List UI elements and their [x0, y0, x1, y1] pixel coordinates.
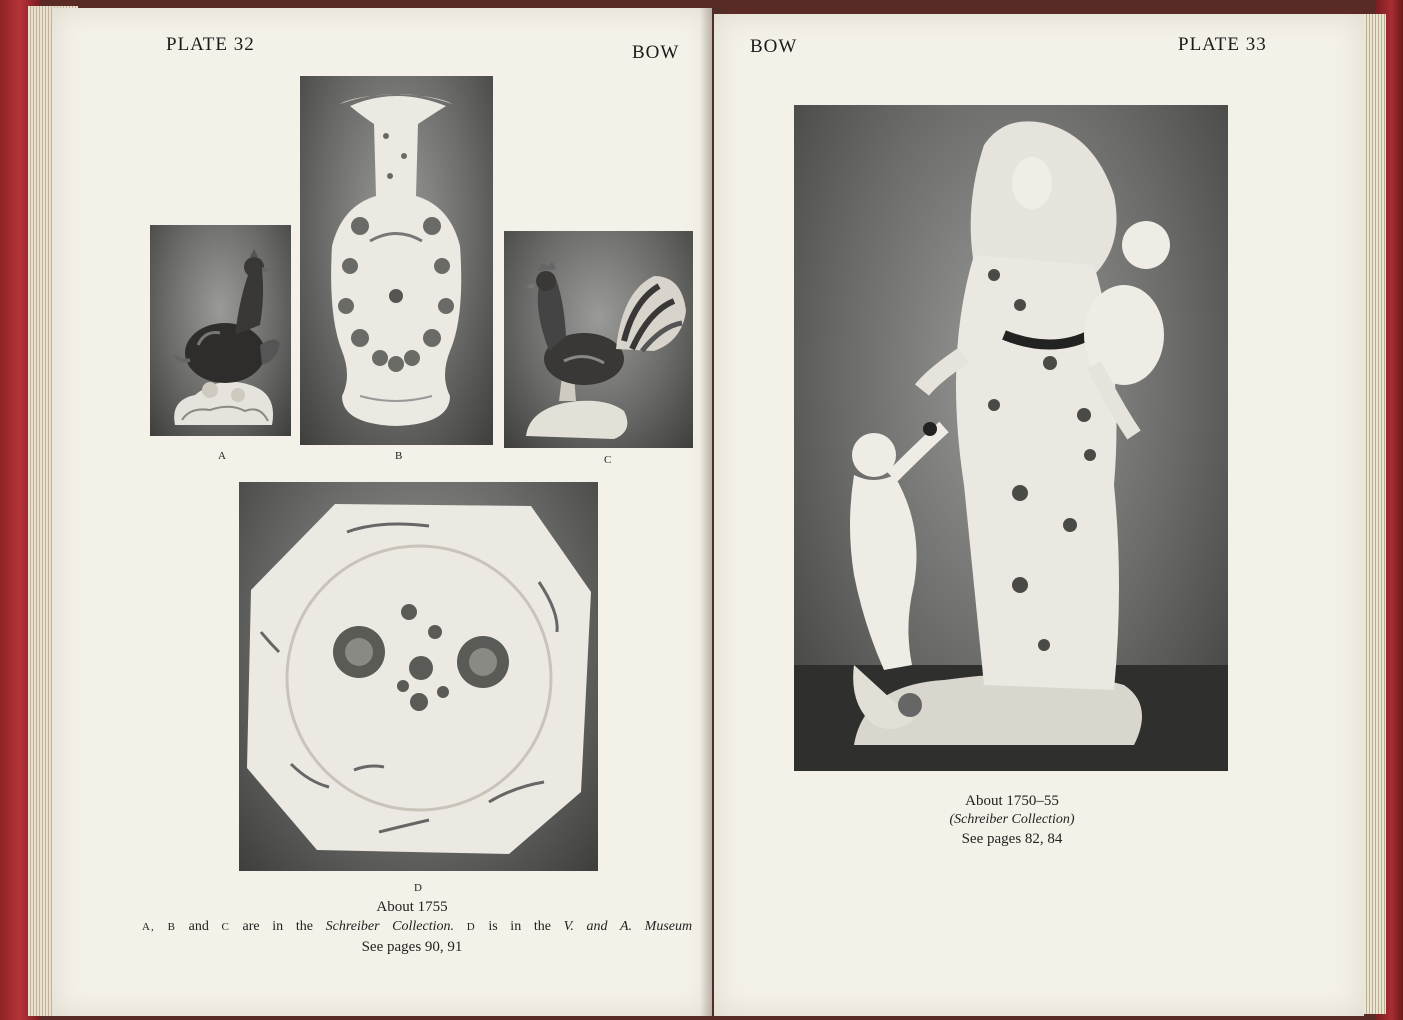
figure-b-photo: [300, 76, 493, 445]
left-caption-pages: See pages 90, 91: [361, 939, 463, 955]
caption-fig-c: C: [221, 921, 230, 933]
plate-number-right: PLATE 33: [1178, 34, 1267, 55]
figure-c-photo: [504, 231, 693, 448]
woman-with-children-figure-icon: [794, 105, 1228, 771]
figure-d-label: D: [414, 882, 423, 894]
left-caption-line: [142, 919, 692, 935]
caption-va-museum: V. and A. Museum: [563, 919, 693, 934]
octagonal-plate-icon: [239, 482, 598, 871]
vase-figure-icon: [300, 76, 493, 445]
left-caption-date: About 1755: [376, 899, 448, 915]
figure-main-photo: [794, 105, 1228, 771]
hen-figure-icon: [150, 225, 291, 436]
right-caption-date: About 1750–55: [965, 793, 1059, 809]
caption-figs-ab: A, B: [142, 921, 176, 933]
figure-c-label: C: [604, 454, 613, 466]
figure-d-photo: [239, 482, 598, 871]
figure-b-label: B: [395, 450, 404, 462]
caption-fig-d: D: [466, 921, 476, 933]
right-page: [714, 14, 1364, 1016]
running-head-left: BOW: [632, 42, 680, 63]
figure-a-label: A: [218, 450, 227, 462]
plate-number-left: PLATE 32: [166, 34, 255, 55]
left-page: [52, 8, 712, 1016]
caption-are-in-the: are in the: [242, 919, 313, 934]
caption-is-in-the: is in the: [488, 919, 551, 934]
right-caption-pages: See pages 82, 84: [961, 831, 1063, 847]
running-head-right: BOW: [750, 36, 798, 57]
caption-and-word: and: [188, 919, 209, 934]
right-caption-collection: (Schreiber Collection): [949, 812, 1075, 827]
cockerel-figure-icon: [504, 231, 693, 448]
caption-schreiber-collection: Schreiber Collection.: [325, 919, 455, 934]
figure-a-photo: [150, 225, 291, 436]
